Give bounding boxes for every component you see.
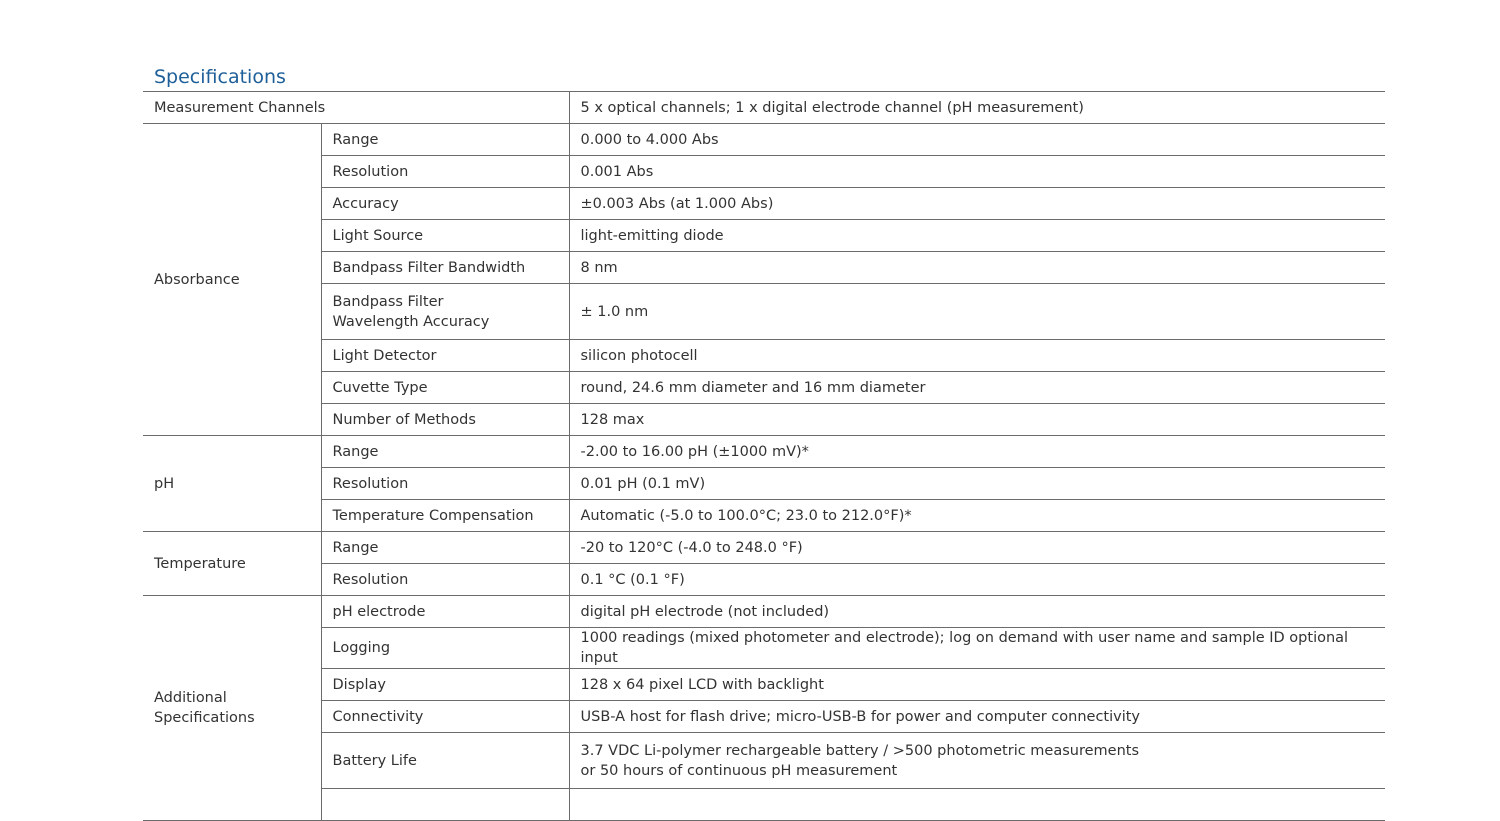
- section-label-ph: pH: [143, 436, 321, 532]
- table-row: [143, 188, 1385, 220]
- table-row: [143, 564, 1385, 596]
- param-label: Range: [321, 532, 569, 564]
- param-label: Light Detector: [321, 340, 569, 372]
- param-value: -2.00 to 16.00 pH (±1000 mV)*: [569, 436, 1385, 468]
- param-label: Resolution: [321, 564, 569, 596]
- table-row: [143, 156, 1385, 188]
- param-label: pH electrode: [321, 596, 569, 628]
- page-title: Specifications: [154, 66, 286, 88]
- param-value-line: or 50 hours of continuous pH measurement: [580, 762, 898, 779]
- param-value: ± 1.0 nm: [569, 284, 1385, 340]
- param-label: Temperature Compensation: [321, 500, 569, 532]
- param-label: Number of Methods: [321, 404, 569, 436]
- param-value: 0.000 to 4.000 Abs: [569, 124, 1385, 156]
- param-label: Display: [321, 669, 569, 701]
- param-value: [569, 733, 1385, 789]
- table-row: [143, 669, 1385, 701]
- param-value: light-emitting diode: [569, 220, 1385, 252]
- param-value: round, 24.6 mm diameter and 16 mm diameter: [569, 372, 1385, 404]
- param-label: Range: [321, 436, 569, 468]
- param-value: [569, 789, 1385, 821]
- param-label: [321, 284, 569, 340]
- param-value: 0.01 pH (0.1 mV): [569, 468, 1385, 500]
- table-row: [143, 92, 1385, 124]
- param-label-line: Wavelength Accuracy: [332, 313, 490, 330]
- measurement-channels-label: Measurement Channels: [143, 92, 569, 124]
- table-row: [143, 372, 1385, 404]
- table-row: [143, 252, 1385, 284]
- param-value: silicon photocell: [569, 340, 1385, 372]
- table-row: [143, 284, 1385, 340]
- param-value: ±0.003 Abs (at 1.000 Abs): [569, 188, 1385, 220]
- table-row: [143, 340, 1385, 372]
- section-label-additional: [143, 596, 321, 821]
- param-label: Cuvette Type: [321, 372, 569, 404]
- param-label: [321, 789, 569, 821]
- param-label: Resolution: [321, 468, 569, 500]
- specifications-table: [143, 91, 1385, 821]
- table-row: [143, 733, 1385, 789]
- param-label: Resolution: [321, 156, 569, 188]
- table-row: [143, 500, 1385, 532]
- param-label: Logging: [321, 628, 569, 669]
- section-label-line: Specifications: [154, 710, 255, 726]
- table-row: [143, 404, 1385, 436]
- param-value: digital pH electrode (not included): [569, 596, 1385, 628]
- param-label-line: Bandpass Filter: [332, 293, 444, 310]
- param-label: Range: [321, 124, 569, 156]
- param-value: -20 to 120°C (-4.0 to 248.0 °F): [569, 532, 1385, 564]
- param-value: 1000 readings (mixed photometer and electrode); log on demand with user name and sample ID optional input: [569, 628, 1385, 669]
- param-label: Light Source: [321, 220, 569, 252]
- table-row: [143, 220, 1385, 252]
- table-row: [143, 628, 1385, 669]
- param-label: Accuracy: [321, 188, 569, 220]
- table-row: [143, 124, 1385, 156]
- param-label: Bandpass Filter Bandwidth: [321, 252, 569, 284]
- param-value-line: 3.7 VDC Li-polymer rechargeable battery / >500 photometric measurements: [580, 742, 1140, 759]
- param-value: 0.1 °C (0.1 °F): [569, 564, 1385, 596]
- param-value: 128 x 64 pixel LCD with backlight: [569, 669, 1385, 701]
- param-label: Battery Life: [321, 733, 569, 789]
- measurement-channels-value: 5 x optical channels; 1 x digital electrode channel (pH measurement): [569, 92, 1385, 124]
- param-value: USB-A host for flash drive; micro-USB-B for power and computer connectivity: [569, 701, 1385, 733]
- section-label-absorbance: Absorbance: [143, 124, 321, 436]
- table-row: [143, 789, 1385, 821]
- param-label: Connectivity: [321, 701, 569, 733]
- table-row: [143, 468, 1385, 500]
- param-value: 0.001 Abs: [569, 156, 1385, 188]
- table-row: [143, 532, 1385, 564]
- section-label-line: Additional: [154, 690, 227, 706]
- param-value: 8 nm: [569, 252, 1385, 284]
- table-row: [143, 701, 1385, 733]
- table-row: [143, 596, 1385, 628]
- section-label-temperature: Temperature: [143, 532, 321, 596]
- param-value: 128 max: [569, 404, 1385, 436]
- table-row: [143, 436, 1385, 468]
- param-value: Automatic (-5.0 to 100.0°C; 23.0 to 212.0°F)*: [569, 500, 1385, 532]
